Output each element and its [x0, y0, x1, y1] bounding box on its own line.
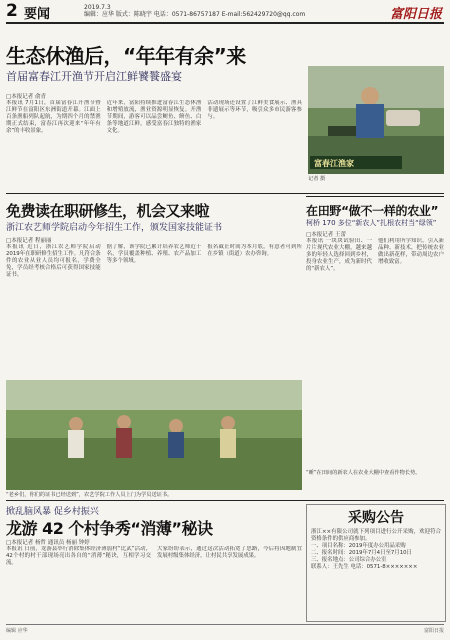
training-photo	[6, 380, 302, 490]
page-footer	[6, 624, 444, 637]
story5-paragraph: 一、项目名称：2019年度办公用品采购	[311, 543, 406, 550]
story4-byline: □本报记者 杨哲 通讯员 杨丽 钟婷	[6, 540, 90, 546]
story1-paragraph: 近年来，富阳持续推进富春江生态休渔和增殖放流，渔业资源明显恢复。开渔节期间，游客可以品尝鲥鱼、鲚鱼、白条等地道江鲜，感受富春江独特的渔家文化。	[106, 100, 202, 135]
issue-date: 2019.7.3	[84, 4, 111, 11]
story4-paragraph: 大家纷纷表示，通过这次活动拓宽了思路，今后将因地制宜发展村级集体经济，让村民共享发展成果。	[157, 546, 302, 560]
story4-title: 龙游 42 个村争秀“消薄”秘诀	[6, 519, 213, 538]
story4-paragraph: 本报讯 日前，龙游县举行消除集体经济薄弱村“比武”活动，42个村的村干部现场亮出各自的“消薄”秘诀，互相学习交流。	[6, 546, 151, 567]
editor-line: 编辑：应华 版式：陈晓宇 电话：0571-86757187 E-mail:562429720@qq.com	[84, 11, 306, 18]
story4-body	[6, 546, 302, 620]
divider	[6, 500, 444, 501]
story3-paragraph: 本报讯 一块块试验田、一片片现代农业大棚，越来越多的年轻人选择回到乡村，投身农业生产，成为新时代的“新农人”。	[306, 238, 372, 273]
divider	[306, 196, 444, 197]
story3-byline: □本报记者 王蕾	[306, 232, 346, 238]
story3-deck: 柯桥 170 多位“新农人”扎根农村当“绿领”	[306, 219, 437, 227]
story5-paragraph: 三、报名地点：公司综合办公室	[311, 557, 387, 564]
story1-title: 生态休渔后，“年年有余”来	[6, 44, 246, 68]
story5-paragraph: 二、报名时间：2019年7月4日至7月10日	[311, 550, 412, 557]
story5-paragraph: 浙江××有限公司就下列项目进行公开采购，欢迎符合资格条件的供应商参加。	[311, 529, 441, 543]
story2-paragraph: 本报讯 近日，浙江农艺师学院启动2019年在职研修生招生工作。凡符合条件的农业从业人员均可报名，学费全免，学员经考核合格后可获得国家技能证书。	[6, 244, 101, 279]
field-training-graphic	[6, 380, 302, 490]
svg-text:富春江渔家: 富春江渔家	[314, 159, 354, 168]
story5-title: 采购公告	[348, 510, 404, 526]
story1-deck: 首届富春江开渔节开启江鲜饕餮盛宴	[6, 70, 182, 83]
story1-paragraph: 活动现场还设置了江鲜美食展示、渔具非遗展示等环节，吸引众多市民游客参与。	[207, 100, 302, 121]
divider	[6, 193, 444, 194]
section-name: 要闻	[24, 7, 51, 22]
masthead-rule	[6, 22, 444, 24]
paper-logo: 富阳日报	[389, 7, 442, 22]
story5-body	[307, 527, 445, 625]
story5-paragraph: 联系人：王先生 电话：0571-8×××××××	[311, 564, 418, 571]
footer-right: 富阳日报	[423, 628, 444, 634]
story2-byline: □本报记者 程丽丽	[6, 238, 52, 244]
story2-photo-caption: “老乡们，你们的证书已经送到”，农艺学院工作人员上门为学员送证书。	[6, 492, 173, 498]
issue-meta	[84, 4, 305, 18]
story2-body	[6, 244, 302, 376]
story1-paragraph: 本报讯 7月1日，首届富春江开渔节暨江鲜节在富阳区东洲街道开幕。江面上百条渔船列队起航，为期四个月的禁渔期正式结束，富春江再次迎来“年年有余”的丰收景象。	[6, 100, 101, 135]
page-number: 2	[6, 1, 18, 21]
footer-left: 编辑 应华	[6, 628, 28, 634]
story3-photo-caption: “睡”在田间的新农人在农业大棚中查看作物长势。	[306, 470, 421, 476]
story1-byline: □本报记者 俞青	[6, 94, 46, 100]
story3-paragraph: 他们利用所学知识，引入新品种、新技术，把传统农业做出新花样，带动周边农户增收致富。	[378, 238, 444, 266]
story3-body	[306, 238, 444, 466]
story2-title: 免费读在职研修生，机会又来啦	[6, 202, 210, 220]
story1-body	[6, 100, 302, 186]
fisherman-photo-graphic	[308, 66, 444, 174]
story2-paragraph: 报名截止时间为本月底，有意者可到所在乡镇（街道）农办咨询。	[207, 244, 302, 258]
story2-paragraph: 据了解，该学院已累计培养农艺师近千名，学员覆盖种植、养殖、农产品加工等多个领域。	[106, 244, 202, 265]
masthead	[0, 0, 450, 22]
story3-title: 在田野“做不一样的农业”	[306, 204, 439, 218]
story1-photo-caption: 记者 摄	[308, 176, 326, 182]
story4-kicker: 掀乱脑风暴 促乡村振兴	[6, 507, 99, 517]
story2-deck: 浙江农艺师学院启动今年招生工作，颁发国家技能证书	[6, 223, 223, 233]
fishing-photo	[308, 66, 444, 174]
procurement-box	[306, 504, 446, 622]
